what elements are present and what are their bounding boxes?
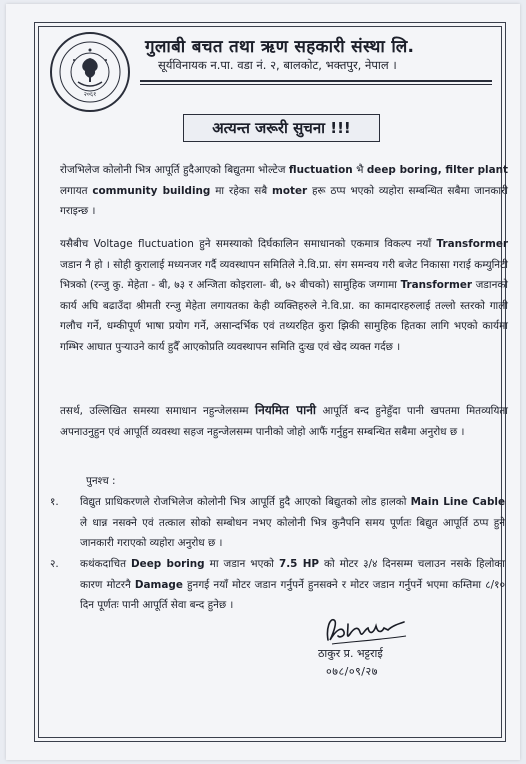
header-rule [140,80,492,82]
header-rule [140,84,492,85]
handwritten-signature [318,610,413,650]
postscript-item: १. विद्युत प्राधिकरणले रोजभिलेज कोलोनी भित्र आपूर्ति हुदै आएको बिद्युतको लोड हालको Main Line Cable ले धान्न नसक्ने एवं तत्काल सोको सम्बोधन नभए कोलोनी भित्र कुनैपनि समय पूर्णतः बिद्युत आपूर्ति ठप्प हुने जानकारी गराएको व्यहोरा अनुरोध छ । [50,496,505,549]
postscript-heading: पुनश्च : [86,475,116,487]
paragraph-1: रोजभिलेज कोलोनी भित्र आपूर्ति हुदैआएको बिद्युतमा भोल्टेज fluctuation भै deep boring, filter plant लगायत community building मा रहेका सबै moter हरू ठप्प भएको व्यहोरा सम्बन्धित सबैमा जानकारी गराइन्छ । [60,164,508,217]
signature-date: ०७८/०९/२७ [326,665,378,678]
org-name: गुलाबी बचत तथा ऋण सहकारी संस्था लि. [145,37,415,57]
notice-title: अत्यन्त जरूरी सुचना !!! [183,114,380,142]
logo-year: २०६१ [83,91,97,98]
postscript-item: २. कथंकदाचित Deep boring मा जडान भएको 7.5 HP को मोटर ३/४ दिनसम्म चलाउन नसके हिलोका कारण मोटरनै Damage हुनगई नयाँ मोटर जडान गर्नुपर्ने हुनसक्ने र मोटर जडान गर्नुपर्ने भएमा कम्तिमा ८/१० दिन पूर्णतः पानी आपूर्ति सेवा बन्द हुनेछ । [50,558,505,611]
paragraph-2: यसैबीच Voltage fluctuation हुने समस्याको दिर्घकालिन समाधानको एकमात्र विकल्प नयाँ Transformer जडान नै हो । सोही कुरालाई मध्यनजर गर्दै व्यवस्थापन समितिले ने.वि.प्रा. संग समन्वय गरी बजेट निकासा गराई कम्युनिटी भित्रको (रन्जु कु. मेहेता - बी, ७३ र अन्जिता कोइराला- बी, ७२ बीचको) सामुहिक जग्गामा Transformer जडानको कार्य अघि बढाउँदा श्रीमती रन्जु मेहेता लगायतका केही व्यक्तिहरुले ने.वि.प्रा. का कामदारहरुलाई तल्लो स्तरको गाली गलौच गर्ने, धम्कीपूर्ण भाषा प्रयोग गर्ने, असान्दर्भिक एवं तथ्यरहित कुरा झिकी सामुहिक हितका लागि भएको कार्यमा गम्भिर आघात पुऱ्याउने कार्य हुदैँ आएकोप्रति व्यवस्थापन समिति दुःख एवं खेद व्यक्त गर्दछ । [60,238,509,353]
cooperative-logo [50,32,130,112]
signer-name: ठाकुर प्र. भट्टराई [318,647,383,660]
org-address: सूर्यविनायक न.पा. वडा नं. २, बालकोट, भक्तपुर, नेपाल । [158,58,397,72]
paragraph-3: तसर्थ, उल्लिखित समस्या समाधान नहुन्जेलसम्म नियमित पानी आपूर्ति बन्द हुनेहुँदा पानी खपतमा मितव्ययिता अपनाउनुहुन एवं आपूर्ति व्यवस्था सहज नहुन्जेलसम्म पानीको जोहो आफैं गर्नुहुन सम्बन्धित सबैमा अनुरोध छ । [60,403,508,438]
